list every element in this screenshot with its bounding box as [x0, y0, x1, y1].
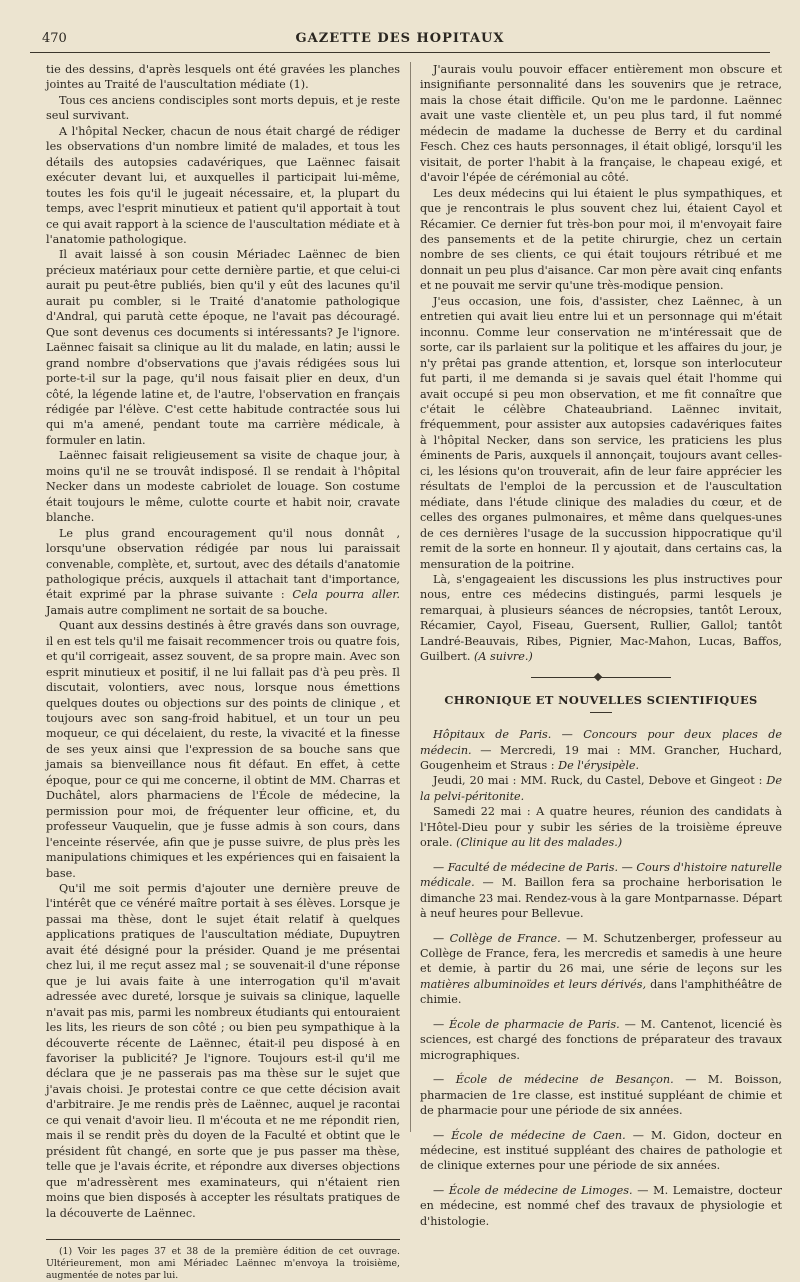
news-item-heading: — Collège de France. — [433, 931, 561, 945]
news-item-text: — M. Baillon fera sa prochaine herborisation le dimanche 23 mai. Rendez-vous à la gare Montparnasse. Départ à neuf heures pour Bellevue. — [420, 876, 782, 921]
news-item-text: — M. Cantenot, licencié ès sciences, est chargé des fonctions de préparateur des travaux micrographiques. — [420, 1017, 782, 1062]
news-item-heading: Hôpitaux de Paris. — Concours pour deux places de médecin. — [420, 728, 782, 757]
news-item-heading: — École de médecine de Besançon. — [433, 1073, 674, 1087]
paragraph: Il avait laissé à son cousin Mériadec Laënnec de bien précieux matériaux pour cette dernière partie, et que celui-ci aurait pu peut-être publiés, bien qu'il y eût des lacunes qu'il aurait pu combler, si le Traité d'anatomie pathologique d'Andral, qui parutà cette époque, ne l'avait pas découragé. Que sont devenus ces documents si intéressants? Je l'ignore. Laënnec faisait sa clinique au lit du malade, en latin; aussi le grand nombre d'observations que j'avais rédigées sous lui porte-t-il sur la page, qu'il nous faisait plier en deux, d'un côté, la légende latine et, de l'autre, l'observation en français rédigée par l'élève. C'est cette habitude contractée sous lui qui m'a amené, pendant toute ma carrière médicale, à formuler en latin. — [46, 248, 400, 447]
news-item-heading: (Clinique au lit des malades.) — [456, 836, 623, 850]
paragraph — [420, 572, 782, 665]
paragraph: Quant aux dessins destinés à être gravés dans son ouvrage, il en est tels qu'il me faisait recommencer trois ou quatre fois, et qu'il corrigeait, assez souvent, de sa propre main. Avec son esprit minutieux et positif, il ne lui fallait pas d'à peu près. Il discutait, volontiers, avec nous, lorsque nous émettions quelques doutes ou objections sur des points de clinique , et toujours avec son sang-froid habituel, et un tour un peu moqueur, ce qui décelaient, du reste, la vivacité et la finesse de ses yeux ainsi que l'expression de sa bouche sans que jamais sa bienveillance nous fit défaut. En effet, à cette époque, pour ce qui me concerne, il obtint de MM. Charras et Duchâtel, alors pharmaciens de l'École de médecine, la permission pour moi, de fréquenter leur officine, et, du professeur Vauquelin, que je fusse admis à son cours, dans l'enceinte réservée, afin que je pusse suivre, de plus près les manipulations chimiques et les expériences qui en faisaient la base. — [46, 619, 400, 880]
paragraph: J'aurais voulu pouvoir effacer entièrement mon obscure et insignifiante personnalité dans les souvenirs que je retrace, mais la chose était difficile. Qu'on me le pardonne. Laënnec avait une vaste clientèle et, un peu plus tard, il fut nommé médecin de madame la duchesse de Berry et du cardinal Fesch. Chez ces hauts personnages, il était obligé, lorsqu'il les visitait, de porter l'habit à la française, le chapeau exigé, et d'avoir l'épée de cérémonial au côté. — [420, 63, 782, 185]
to-be-continued: (A suivre.) — [474, 650, 533, 664]
news-item-heading: matières albuminoïdes et leurs dérivés, — [420, 977, 647, 991]
news-item-heading: — École de médecine de Caen. — [433, 1128, 626, 1142]
paragraph: tie des dessins, d'après lesquels ont été gravées les planches jointes au Traité de l'auscultation médiate (1). — [46, 63, 400, 92]
news-item-text: — M. Gidon, docteur en médecine, est institué suppléant des chaires de pathologie et de clinique externes pour une période de six années. — [420, 1128, 782, 1173]
news-item-text: — M. Boisson, pharmacien de 1re classe, est institué suppléant de chimie et de pharmacie pour une période de six années. — [420, 1073, 782, 1118]
ornament-divider — [531, 673, 671, 681]
paragraph: Tous ces anciens condisciples sont morts depuis, et je reste seul survivant. — [46, 93, 400, 123]
paragraph: Les deux médecins qui lui étaient le plus sympathiques, et que je rencontrais le plus souvent chez lui, étaient Cayol et Récamier. Ce dernier fut très-bon pour moi, il m'envoyait faire des pansements et de la petite chirurgie, chez un certain nombre de ses clients, ce qui était toujours rétribué et me donnait un peu plus d'aisance. Car mon père avait cinq enfants et ne pouvait me servir qu'une très-modique pension. — [420, 186, 782, 293]
paragraph-text: Là, s'engageaient les discussions les plus instructives pour nous, entre ces médecins distingués, parmi lesquels je remarquai, à plusieurs séances de nécropsies, tantôt Leroux, Récamier, Cayol, Fiseau, Guersent, Rullier, Gallol; tantôt Landré-Beauvais, Ribes, Pignier, Mac-Mahon, Lucas, Baffos, Guilbert. — [420, 572, 782, 664]
running-title: GAZETTE DES HOPITAUX — [295, 31, 505, 46]
paragraph: J'eus occasion, une fois, d'assister, chez Laënnec, à un entretien qui avait lieu entre lui et un personnage qui m'était inconnu. Comme leur conservation ne m'intéressait que de sorte, car ils parlaient sur la politique et les affaires du jour, je n'y prêtai pas grande attention, et, lorsque son interlocuteur fut parti, il me demanda si je savais quel était l'homme qui avait occupé si peu mon observation, et me fit connaître que c'était le célèbre Chateaubriand. Laënnec invitait, fréquemment, pour assister aux autopsies cadavériques faites à l'hôpital Necker, dans son service, les praticiens les plus éminents de Paris, auxquels il annonçait, toujours avant celles-ci, les lésions qu'on trouverait, afin de leur faire apprécier les résultats de l'emploi de la percussion et de l'auscultation médiate, dans l'étude clinique des maladies du cœur, et de celles des organes pulmonaires, et même dans quelques-unes de ces dernières l'usage de la succussion hippocratique qu'il remit de la sorte en honneur. Il y ajoutait, dans certains cas, la mensuration de la poitrine. — [420, 294, 782, 571]
news-item — [420, 1183, 782, 1229]
right-column — [420, 62, 782, 1229]
paragraph: Qu'il me soit permis d'ajouter une dernière preuve de l'intérêt que ce vénéré maître portait à ses élèves. Lorsque je passai ma thèse, dont le sujet était relatif à quelques applications pratiques de l'auscultation médiate, Dupuytren avait été désigné pour la présider. Quand je me présentai chez lui, il me reçut assez mal ; se souvenait-il d'une réponse que je lui avais faite à une interrogation qu'il m'avait adressée avec dureté, lorsque je suivais sa clinique, laquelle n'avait pas mis, parmi les nombreux étudiants qui entouraient les lits, les rieurs de son côté ; ou bien peu sympathique à la découverte récente de Laënnec, était-il peu disposé à en favoriser la publicité? Je l'ignore. Toujours est-il qu'il me déclara que je ne passerais pas ma thèse sur le sujet que j'avais choisi. Je protestai contre ce que cette décision avait d'arbitraire. Je me rendis près de Laënnec, auquel je racontai ce qui venait d'avoir lieu. Il m'écouta et ne me répondit rien, mais il se rendit près du doyen de la Faculté et obtint que le président fût changé, en sorte que je pus passer ma thèse, telle que je l'avais écrite, et répondre aux diverses objections que m'adressèrent mes examinateurs, qui n'étaient rien moins que bien disposés à accepter les résultats pratiques de la découverte de Laënnec. — [46, 882, 400, 1220]
news-item — [420, 773, 782, 804]
page-header — [30, 26, 770, 53]
news-item — [420, 804, 782, 850]
news-item — [420, 1017, 782, 1063]
news-item-text: Samedi 22 mai : A quatre heures, réunion des candidats à l'Hôtel-Dieu pour y subir les séries de la troisième épreuve orale. — [420, 805, 782, 850]
news-item-heading: — École de médecine de Limoges. — [433, 1183, 633, 1197]
news-item-text: — M. Lemaistre, docteur en médecine, est nommé chef des travaux de physiologie et d'histologie. — [420, 1183, 782, 1228]
page-number: 470 — [42, 31, 67, 46]
news-item — [420, 727, 782, 773]
news-item-text: Jeudi, 20 mai : MM. Ruck, du Castel, Debove et Gingeot : — [433, 774, 767, 788]
news-item-text: — Mercredi, 19 mai : MM. Grancher, Huchard, Gougenheim et Straus : — [420, 743, 782, 773]
news-item-heading: — Faculté de médecine de Paris. — Cours d'histoire naturelle médicale. — [420, 860, 782, 890]
news-item-heading: — École de pharmacie de Paris. — [433, 1017, 620, 1031]
short-rule — [590, 712, 612, 713]
footnote-rule — [46, 1239, 400, 1240]
news-item — [420, 1128, 782, 1174]
paragraph: Laënnec faisait religieusement sa visite de chaque jour, à moins qu'il ne se trouvât indisposé. Il se rendait à l'hôpital Necker dans un modeste cabriolet de louage. Son costume était toujours le même, culotte courte et habit noir, cravate blanche. — [46, 449, 400, 525]
column-divider — [410, 62, 411, 1132]
news-item — [420, 931, 782, 1008]
quote-after: Jamais autre compliment ne sortait de sa bouche. — [46, 603, 328, 617]
footnote: (1) Voir les pages 37 et 38 de la première édition de cet ouvrage. Ultérieurement, mon ami Mériadec Laënnec m'envoya la troisième, augmentée de notes par lui. — [46, 1245, 400, 1281]
section-title: CHRONIQUE ET NOUVELLES SCIENTIFIQUES — [444, 692, 758, 707]
quote-italic: Cela pourra aller. — [292, 588, 400, 602]
news-item-heading: De l'érysipèle. — [558, 759, 640, 773]
news-item — [420, 1072, 782, 1118]
paragraph: A l'hôpital Necker, chacun de nous était chargé de rédiger les observations d'un nombre limité de malades, et tous les détails des autopsies cadavériques, que Laënnec faisait exécuter devant lui, et auxquelles il participait lui-même, toutes les fois qu'il le jugeait nécessaire, et, la plupart du temps, avec l'esprit minutieux et patient qu'il apportait à tout ce qui avait rapport à la science de l'auscultation médiate et à l'anatomie pathologique. — [46, 124, 400, 246]
news-item-text: dans l'amphithéâtre de chimie. — [420, 977, 782, 1007]
paragraph — [46, 526, 400, 619]
news-item-text: — M. Schutzenberger, professeur au Collège de France, fera, les mercredis et samedis à une heure et demie, à partir du 26 mai, une série de leçons sur les — [420, 931, 782, 976]
paragraph-text: Le plus grand encouragement qu'il nous donnât , lorsqu'une observation rédigée par nous lui paraissait convenable, complète, et, surtout, avec des détails d'anatomie pathologique précis, auxquels il attachait tant d'importance, était exprimé par la phrase suivante : — [46, 526, 400, 602]
news-list — [420, 727, 782, 1229]
news-item — [420, 860, 782, 922]
news-item-heading: De la pelvi-péritonite. — [420, 774, 782, 803]
left-column — [46, 62, 400, 1282]
